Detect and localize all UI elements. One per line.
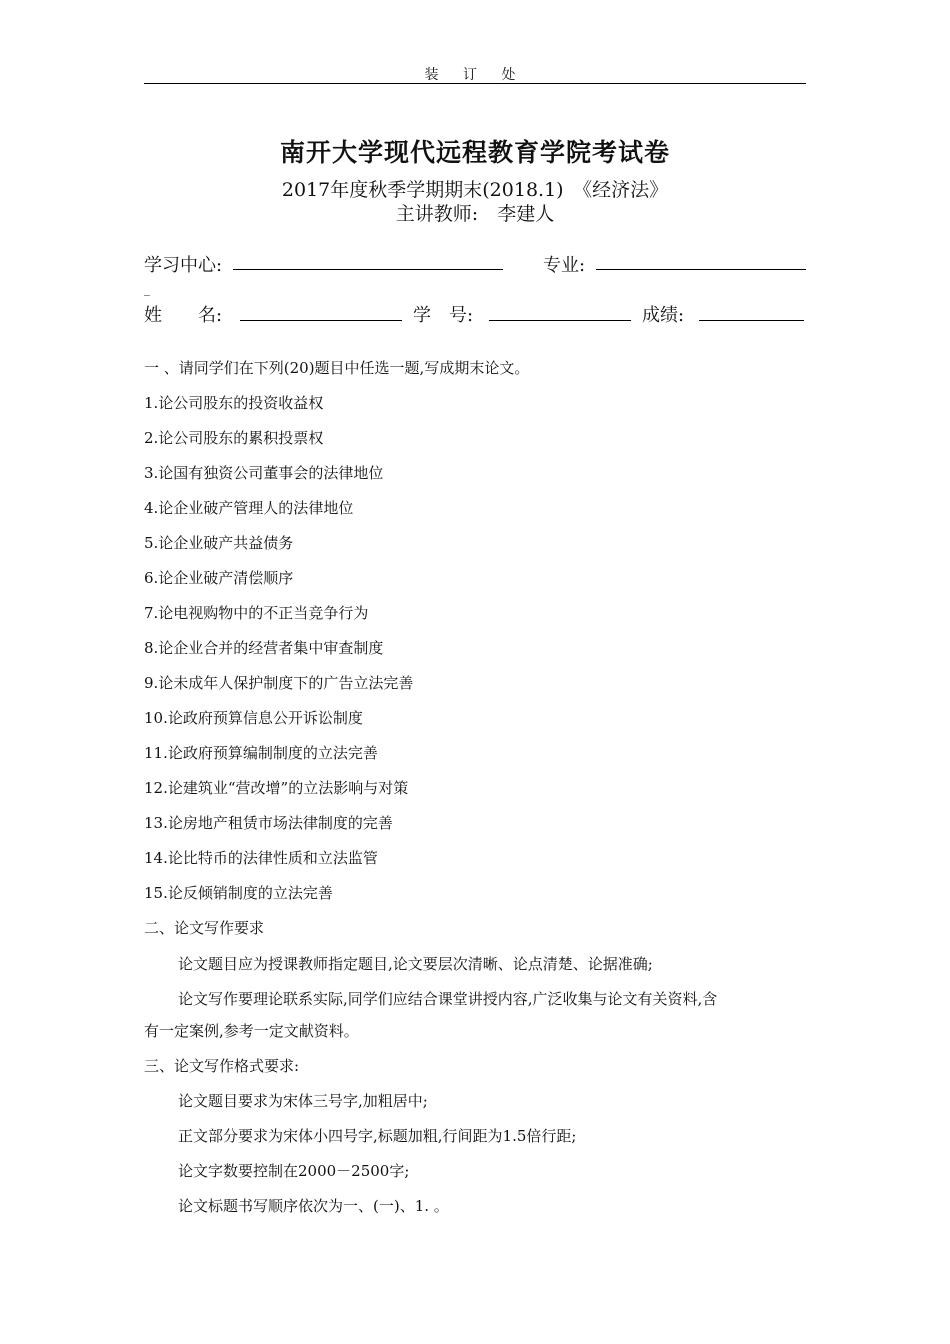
binding-rule: [144, 83, 806, 84]
major-label: 专业:: [543, 255, 586, 276]
topic-item: 13.论房地产租赁市场法律制度的完善: [144, 814, 393, 832]
requirement-paragraph-cont: 有一定案例,参考一定文献资料。: [144, 1022, 359, 1040]
format-item: 论文题目要求为宋体三号字,加粗居中;: [178, 1092, 428, 1110]
topic-item: 11.论政府预算编制制度的立法完善: [144, 744, 378, 762]
requirement-paragraph: 论文题目应为授课教师指定题目,论文要层次清晰、论点清楚、论据准确;: [178, 955, 653, 973]
topic-item: 12.论建筑业“营改增”的立法影响与对策: [144, 779, 409, 797]
name-label: 姓 名:: [144, 305, 223, 326]
topic-item: 7.论电视购物中的不正当竞争行为: [144, 604, 369, 622]
topic-item: 8.论企业合并的经营者集中审查制度: [144, 639, 384, 657]
major-blank[interactable]: [596, 269, 806, 270]
format-item: 论文标题书写顺序依次为一、(一)、1. 。: [178, 1197, 449, 1215]
topic-item: 15.论反倾销制度的立法完善: [144, 884, 333, 902]
requirement-paragraph: 论文写作要理论联系实际,同学们应结合课堂讲授内容,广泛收集与论文有关资料,含: [178, 990, 718, 1008]
section1-heading: 一 、请同学们在下列(20)题目中任选一题,写成期末论文。: [144, 359, 530, 377]
study-center-blank[interactable]: [233, 269, 503, 270]
binding-margin-label: 装 订 处: [424, 67, 526, 83]
section3-heading: 三、论文写作格式要求:: [144, 1057, 300, 1075]
exam-title: 南开大学现代远程教育学院考试卷: [279, 138, 670, 167]
score-blank[interactable]: [699, 320, 804, 321]
topic-item: 10.论政府预算信息公开诉讼制度: [144, 709, 363, 727]
teacher-line: 主讲教师: 李建人: [395, 203, 555, 225]
topic-item: 5.论企业破产共益债务: [144, 534, 294, 552]
study-center-label: 学习中心:: [144, 255, 223, 276]
exam-subtitle: 2017年度秋季学期期末(2018.1) 《经济法》: [281, 179, 669, 201]
topic-item: 4.论企业破产管理人的法律地位: [144, 499, 354, 517]
section2-heading: 二、论文写作要求: [144, 919, 265, 937]
stray-underscore: _: [144, 282, 150, 296]
topic-item: 2.论公司股东的累积投票权: [144, 429, 324, 447]
topic-item: 6.论企业破产清偿顺序: [144, 569, 294, 587]
topic-item: 14.论比特币的法律性质和立法监管: [144, 849, 378, 867]
topic-item: 3.论国有独资公司董事会的法律地位: [144, 464, 384, 482]
topic-item: 9.论未成年人保护制度下的广告立法完善: [144, 674, 414, 692]
topic-item: 1.论公司股东的投资收益权: [144, 394, 324, 412]
score-label: 成绩:: [642, 305, 685, 326]
student-id-label: 学 号:: [413, 305, 474, 326]
format-item: 论文字数要控制在2000－2500字;: [178, 1162, 410, 1180]
name-blank[interactable]: [240, 320, 402, 321]
student-id-blank[interactable]: [489, 320, 631, 321]
format-item: 正文部分要求为宋体小四号字,标题加粗,行间距为1.5倍行距;: [178, 1127, 577, 1145]
